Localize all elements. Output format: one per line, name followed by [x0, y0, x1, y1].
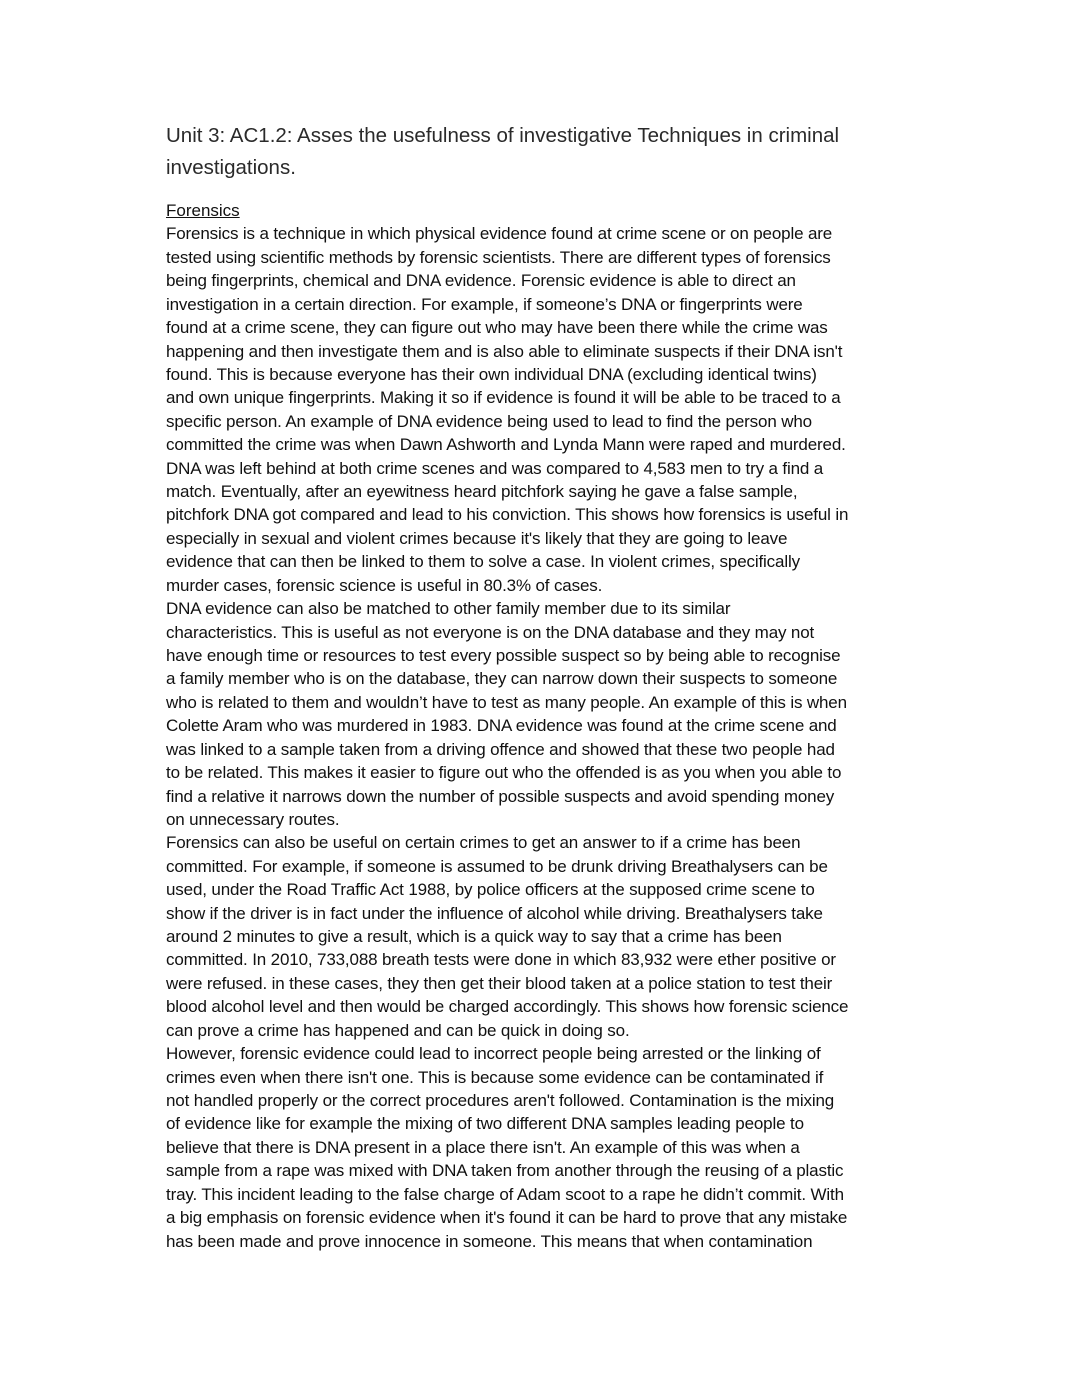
- body-line: who is related to them and wouldn’t have to test as many people. An example of this is when: [166, 692, 847, 712]
- body-line: happening and then investigate them and is also able to eliminate suspects if their DNA isn't: [166, 341, 843, 361]
- body-line: sample from a rape was mixed with DNA taken from another through the reusing of a plastic: [166, 1161, 844, 1181]
- body-line: around 2 minutes to give a result, which is a quick way to say that a crime has been: [166, 927, 782, 947]
- body-line: committed the crime was when Dawn Ashworth and Lynda Mann were raped and murdered.: [166, 435, 846, 455]
- body-line: to be related. This makes it easier to figure out who the offended is as you when you able to: [166, 763, 842, 783]
- body-line: a big emphasis on forensic evidence when it's found it can be hard to prove that any mistake: [166, 1208, 848, 1228]
- body-line: on unnecessary routes.: [166, 809, 340, 829]
- body-line: murder cases, forensic science is useful in 80.3% of cases.: [166, 575, 603, 595]
- body-line: Forensics can also be useful on certain crimes to get an answer to if a crime has been: [166, 833, 801, 853]
- body-line: was linked to a sample taken from a driving offence and showed that these two people had: [166, 739, 835, 759]
- body-line: a family member who is on the database, they can narrow down their suspects to someone: [166, 669, 838, 689]
- body-line: characteristics. This is useful as not everyone is on the DNA database and they may not: [166, 622, 815, 642]
- body-line: have enough time or resources to test every possible suspect so by being able to recognise: [166, 646, 841, 665]
- body-line: can prove a crime has happened and can be quick in doing so.: [166, 1020, 630, 1040]
- body-line: match. Eventually, after an eyewitness heard pitchfork saying he gave a false sample,: [166, 482, 798, 502]
- body-line: committed. In 2010, 733,088 breath tests were done in which 83,932 were ether positive or: [166, 950, 836, 970]
- body-line: show if the driver is in fact under the influence of alcohol while driving. Breathalysers take: [166, 903, 823, 923]
- body-line: tested using scientific methods by forensic scientists. There are different types of forensics: [166, 247, 831, 267]
- body-line: evidence that can then be linked to them to solve a case. In violent crimes, specifically: [166, 552, 800, 572]
- body-line: found. This is because everyone has their own individual DNA (excluding identical twins): [166, 364, 817, 384]
- document-page: [166, 120, 926, 1253]
- body-line: DNA evidence can also be matched to other family member due to its similar: [166, 599, 731, 619]
- body-line: were refused. in these cases, they then get their blood taken at a police station to test their: [166, 973, 833, 993]
- body-line: find a relative it narrows down the number of possible suspects and avoid spending money: [166, 786, 835, 806]
- body-line: DNA was left behind at both crime scenes and was compared to 4,583 men to try a find a: [166, 458, 824, 478]
- body-line: used, under the Road Traffic Act 1988, by police officers at the supposed crime scene to: [166, 880, 815, 900]
- body-line: and own unique fingerprints. Making it so if evidence is found it will be able to be traced to a: [166, 388, 841, 408]
- body-line: blood alcohol level and then would be charged accordingly. This shows how forensic science: [166, 997, 849, 1017]
- section-heading: Forensics: [166, 201, 240, 220]
- body-line: especially in sexual and violent crimes because it's likely that they are going to leave: [166, 528, 788, 548]
- body-line: committed. For example, if someone is assumed to be drunk driving Breathalysers can be: [166, 856, 828, 876]
- body-line: believe that there is DNA present in a place there isn't. An example of this was when a: [166, 1137, 800, 1157]
- body-line: not handled properly or the correct procedures aren't followed. Contamination is the mixing: [166, 1091, 835, 1111]
- body-line: Colette Aram who was murdered in 1983. DNA evidence was found at the crime scene and: [166, 716, 837, 736]
- body-line: being fingerprints, chemical and DNA evidence. Forensic evidence is able to direct an: [166, 271, 796, 291]
- body-line: specific person. An example of DNA evidence being used to lead to find the person who: [166, 411, 812, 431]
- body-line: Forensics is a technique in which physical evidence found at crime scene or on people are: [166, 224, 833, 244]
- body-line: pitchfork DNA got compared and lead to his conviction. This shows how forensics is useful in: [166, 505, 849, 525]
- body-line: tray. This incident leading to the false charge of Adam scoot to a rape he didn’t commit. With: [166, 1184, 844, 1204]
- body-line: of evidence like for example the mixing of two different DNA samples leading people to: [166, 1114, 804, 1134]
- body-line: crimes even when there isn't one. This is because some evidence can be contaminated if: [166, 1067, 824, 1087]
- body-line: found at a crime scene, they can figure out who may have been there while the crime was: [166, 318, 828, 338]
- body-line: has been made and prove innocence in someone. This means that when contamination: [166, 1231, 813, 1251]
- document-title-line: investigations.: [166, 156, 296, 179]
- body-line: investigation in a certain direction. For example, if someone’s DNA or fingerprints were: [166, 294, 803, 314]
- body-text: [166, 222, 926, 1253]
- document-title-line: Unit 3: AC1.2: Asses the usefulness of investigative Techniques in criminal: [166, 124, 840, 147]
- body-line: However, forensic evidence could lead to incorrect people being arrested or the linking of: [166, 1044, 821, 1064]
